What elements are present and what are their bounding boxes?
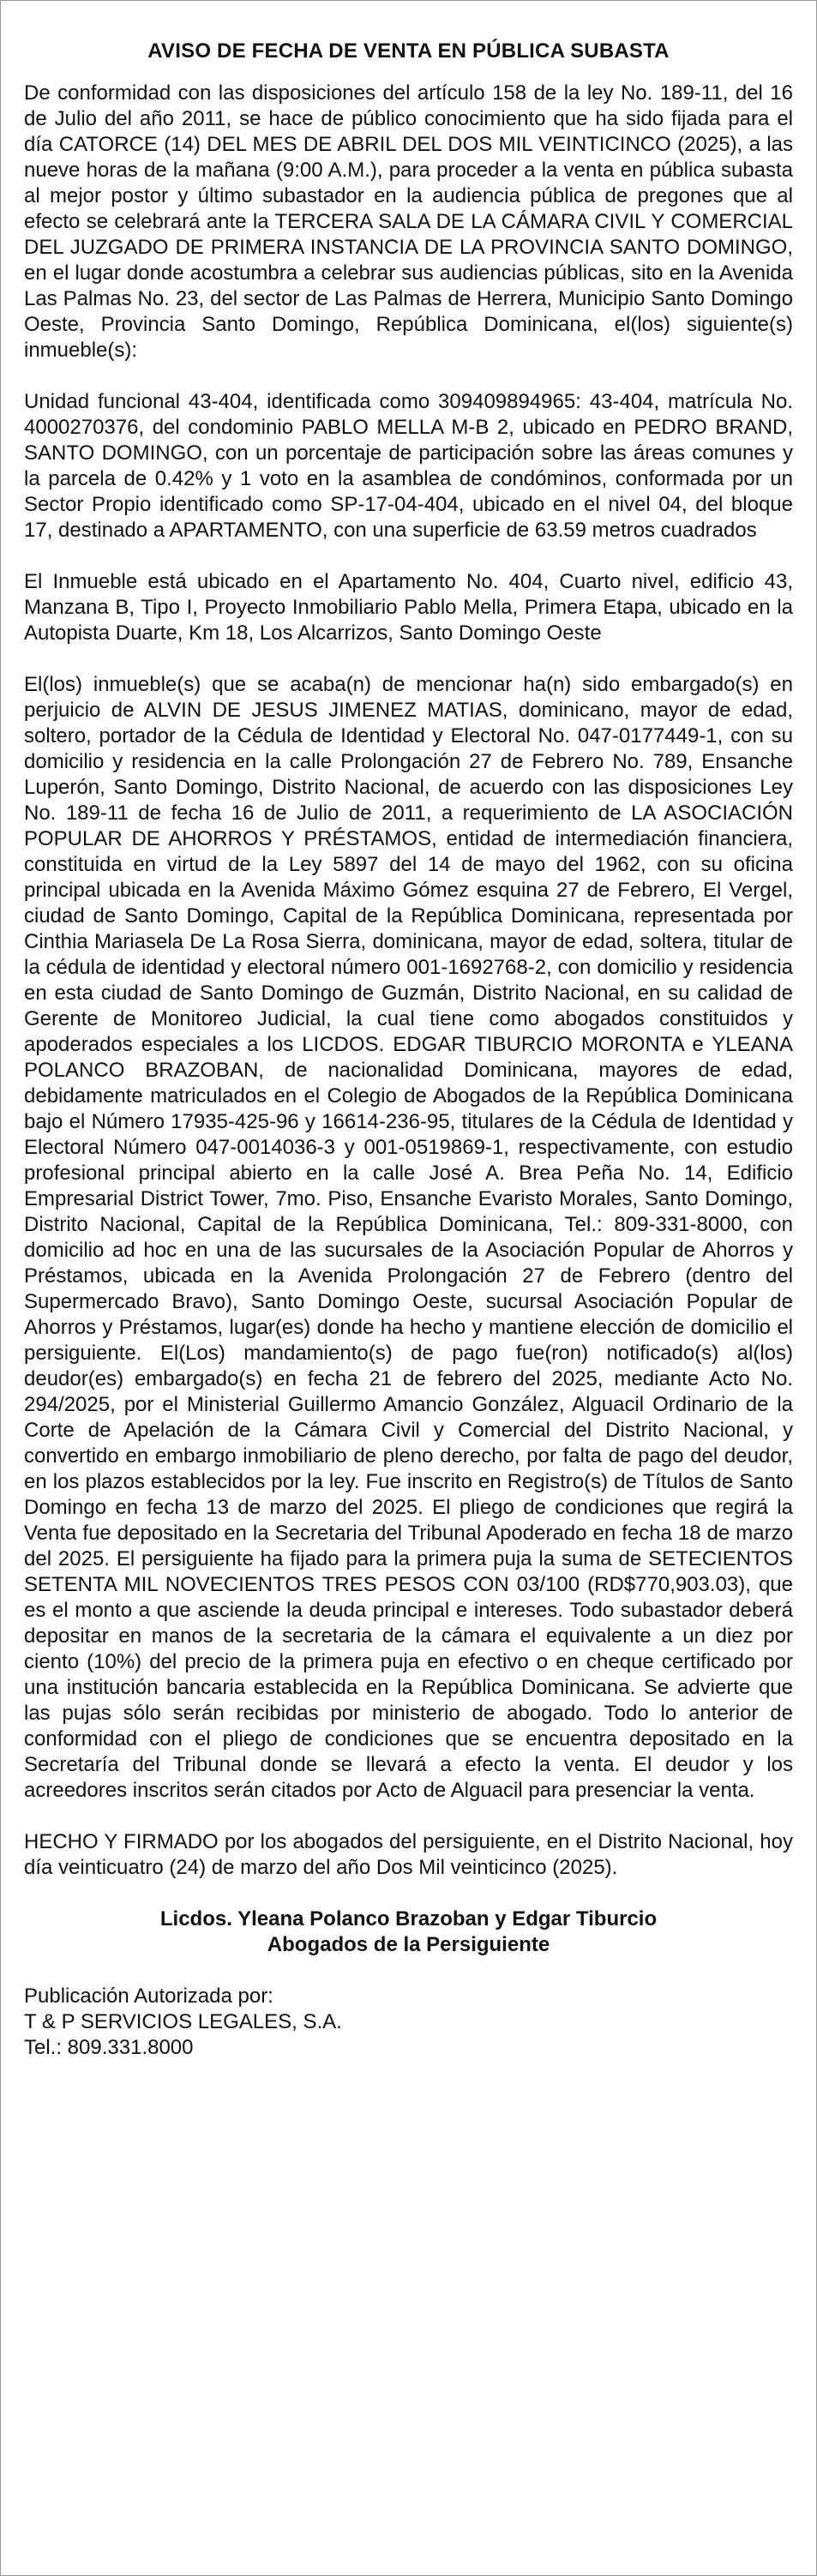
publication-phone: Tel.: 809.331.8000 xyxy=(24,2036,194,2059)
paragraph-property-unit: Unidad funcional 43-404, identificada como 309409894965: 43-404, matrícula No. 4000270376, del condominio PABLO MELLA M-B 2, ubicado en PEDRO BRAND, SANTO DOMINGO, con un porcentaje de participación sobre las áreas comunes y la parcela de 0.42% y 1 voto en la asamblea de condóminos, conformada por un Sector Propio identificado como SP-17-04-404, ubicado en el nivel 04, del bloque 17, destinado a APARTAMENTO, con una superficie de 63.59 metros cuadrados xyxy=(24,390,793,542)
paragraph-signed: HECHO Y FIRMADO por los abogados del persiguiente, en el Distrito Nacional, hoy día veinticuatro (24) de marzo del año Dos Mil veinticinco (2025). xyxy=(24,1830,793,1879)
paragraph-property-location: El Inmueble está ubicado en el Apartamento No. 404, Cuarto nivel, edificio 43, Manzana B, Tipo I, Proyecto Inmobiliario Pablo Mella, Primera Etapa, ubicado en la Autopista Duarte, Km 18, Los Alcarrizos, Santo Domingo Oeste xyxy=(24,570,793,645)
signers-names: Licdos. Yleana Polanco Brazoban y Edgar Tiburcio xyxy=(159,1907,658,1930)
spacer xyxy=(24,1881,793,1906)
paragraph-announcement: De conformidad con las disposiciones del artículo 158 de la ley No. 189-11, del 16 de Julio del año 2011, se hace de público conocimiento que ha sido fijada para el día CATORCE (14) DEL MES DE ABRIL DEL DOS MIL VEINTICINCO (2025), a las nueve horas de la mañana (9:00 A.M.), para proceder a la venta en pública subasta al mejor postor y último subastador en la audiencia pública de pregones que al efecto se celebrará ante la TERCERA SALA DE LA CÁMARA CIVIL Y COMERCIAL DEL JUZGADO DE PRIMERA INSTANCIA DE LA PROVINCIA SANTO DOMINGO, en el lugar donde acostumbra a celebrar sus audiencias públicas, sito en la Avenida Las Palmas No. 23, del sector de Las Palmas de Herrera, Municipio Santo Domingo Oeste, Provincia Santo Domingo, República Dominicana, el(los) siguiente(s) inmueble(s): xyxy=(24,81,793,362)
spacer xyxy=(24,646,793,672)
spacer xyxy=(24,1804,793,1829)
notice-title: AVISO DE FECHA DE VENTA EN PÚBLICA SUBASTA xyxy=(147,39,670,63)
signers-role: Abogados de la Persiguiente xyxy=(267,1933,550,1956)
spacer xyxy=(24,543,793,569)
signature-block xyxy=(24,1906,793,1958)
spacer xyxy=(24,363,793,389)
publication-label: Publicación Autorizada por: xyxy=(24,1985,273,2008)
spacer xyxy=(24,1958,793,1984)
paragraph-seizure-details: El(los) inmueble(s) que se acaba(n) de mencionar ha(n) sido embargado(s) en perjuicio de ALVIN DE JESUS JIMENEZ MATIAS, dominicano, mayor de edad, soltero, portador de la Cédula de Identidad y Electoral No. 047-0177449-1, con su domicilio y residencia en la calle Prolongación 27 de Febrero No. 789, Ensanche Luperón, Santo Domingo, Distrito Nacional, de acuerdo con las disposiciones Ley No. 189-11 de fecha 16 de Julio de 2011, a requerimiento de LA ASOCIACIÓN POPULAR DE AHORROS Y PRÉSTAMOS, entidad de intermediación financiera, constituida en virtud de la Ley 5897 del 14 de mayo del 1962, con su oficina principal ubicada en la Avenida Máximo Gómez esquina 27 de Febrero, El Vergel, ciudad de Santo Domingo, Capital de la República Dominicana, representada por Cinthia Mariasela De La Rosa Sierra, dominicana, mayor de edad, soltera, titular de la cédula de identidad y electoral número 001-1692768-2, con domicilio y residencia en esta ciudad de Santo Domingo de Guzmán, Distrito Nacional, en su calidad de Gerente de Monitoreo Judicial, la cual tiene como abogados constituidos y apoderados especiales a los LICDOS. EDGAR TIBURCIO MORONTA e YLEANA POLANCO BRAZOBAN, de nacionalidad Dominicana, mayores de edad, debidamente matriculados en el Colegio de Abogados de la República Dominicana bajo el Número 17935-425-96 y 16614-236-95, titulares de la Cédula de Identidad y Electoral Número 047-0014036-3 y 001-0519869-1, respectivamente, con estudio profesional principal abierto en la calle José A. Brea Peña No. 14, Edificio Empresarial District Tower, 7mo. Piso, Ensanche Evaristo Morales, Santo Domingo, Distrito Nacional, Capital de la República Dominicana, Tel.: 809-331-8000, con domicilio ad hoc en una de las sucursales de la Asociación Popular de Ahorros y Préstamos, ubicada en la Avenida Prolongación 27 de Febrero (dentro del Supermercado Bravo), Santo Domingo Oeste, sucursal Asociación Popular de Ahorros y Préstamos, lugar(es) donde ha hecho y mantiene elección de domicilio el persiguiente. El(Los) mandamiento(s) de pago fue(ron) notificado(s) al(los) deudor(es) embargado(s) en fecha 21 de febrero del 2025, mediante Acto No. 294/2025, por el Ministerial Guillermo Amancio González, Alguacil Ordinario de la Corte de Apelación de la Cámara Civil y Comercial del Distrito Nacional, y convertido en embargo inmobiliario de pleno derecho, por falta de pago del deudor, en los plazos establecidos por la ley. Fue inscrito en Registro(s) de Títulos de Santo Domingo en fecha 13 de marzo del 2025. El pliego de condiciones que regirá la Venta fue depositado en la Secretaria del Tribunal Apoderado en fecha 18 de marzo del 2025. El persiguiente ha fijado para la primera puja la suma de SETECIENTOS SETENTA MIL NOVECIENTOS TRES PESOS CON 03/100 (RD$770,903.03), que es el monto a que asciende la deuda principal e intereses. Todo subastador deberá depositar en manos de la secretaria de la cámara el equivalente a un diez por ciento (10%) del precio de la primera puja en efectivo o en cheque certificado por una institución bancaria establecida en la República Dominicana. Se advierte que las pujas sólo serán recibidas por ministerio de abogado. Todo lo anterior de conformidad con el pliego de condiciones que se encuentra depositado en la Secretaría del Tribunal donde se llevará a efecto la venta. El deudor y los acreedores inscritos serán citados por Acto de Alguacil para presenciar la venta. xyxy=(24,673,793,1802)
publication-company: T & P SERVICIOS LEGALES, S.A. xyxy=(24,2010,342,2033)
publication-block xyxy=(24,1984,793,2061)
spacer xyxy=(24,65,793,81)
